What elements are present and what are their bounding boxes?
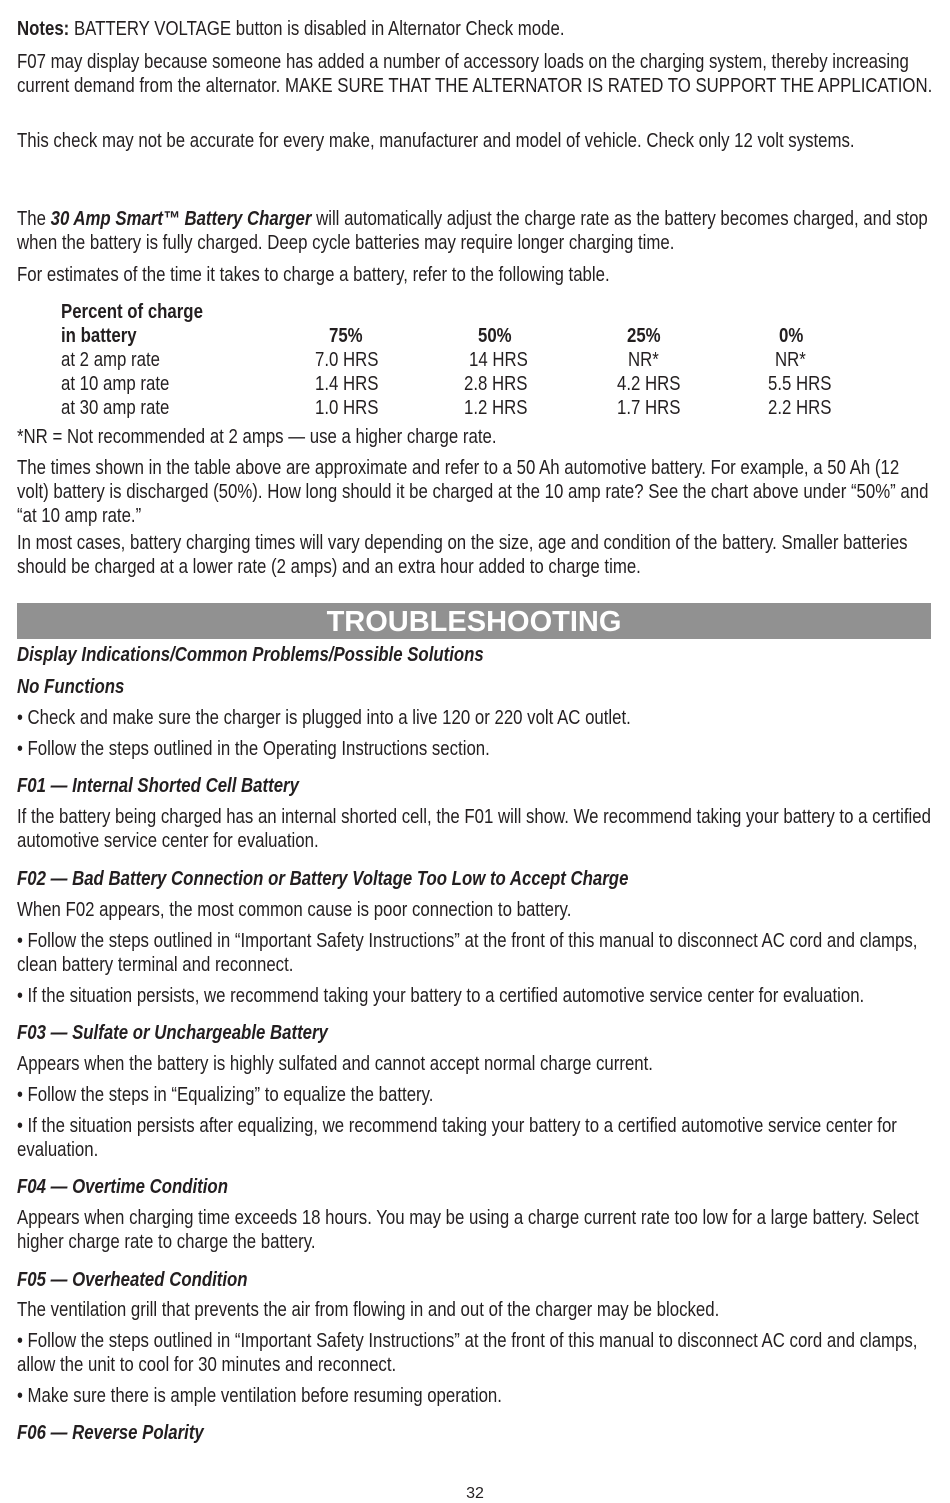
f04-text: Appears when charging time exceeds 18 hours. You may be using a charge current rate too low for a large battery. Select higher charge rate to charge the battery. (17, 1207, 919, 1253)
notes-check-paragraph: This check may not be accurate for every make, manufacturer and model of vehicle. Check only 12 volt systems. (17, 130, 855, 152)
table-intro-paragraph: For estimates of the time it takes to charge a battery, refer to the following table. (17, 264, 610, 286)
list-item: • If the situation persists, we recommend taking your battery to a certified automotive service center for evaluation. (17, 985, 865, 1007)
f01-text: If the battery being charged has an internal shorted cell, the F01 will show. We recommend taking your battery to a certified automotive service center for evaluation. (17, 806, 931, 852)
column-header: 25% (627, 325, 661, 347)
list-item: • Follow the steps outlined in the Operating Instructions section. (17, 738, 490, 760)
page-number: 32 (466, 1485, 484, 1502)
notes-label: Notes: (17, 18, 70, 40)
no-functions-heading: No Functions (17, 676, 125, 698)
table-cell: 2.2 HRS (768, 397, 832, 419)
f05-heading: F05 — Overheated Condition (17, 1269, 248, 1291)
list-item: • If the situation persists after equalizing, we recommend taking your battery to a certified automotive service center for evaluation. (17, 1115, 897, 1161)
f02-text: When F02 appears, the most common cause is poor connection to battery. (17, 899, 572, 921)
table-header-label-1: Percent of charge (61, 301, 203, 323)
table-cell: NR* (628, 349, 659, 371)
f04-heading: F04 — Overtime Condition (17, 1176, 228, 1198)
product-name: 30 Amp Smart™ Battery Charger (50, 208, 312, 230)
table-cell: 1.7 HRS (617, 397, 681, 419)
charging-times-paragraph: In most cases, battery charging times will vary depending on the size, age and condition of the battery. Smaller batteries should be charged at a lower rate (2 amps) and an extra hour added to charge time. (17, 532, 908, 578)
table-cell: 1.4 HRS (315, 373, 379, 395)
table-cell: 2.8 HRS (464, 373, 528, 395)
times-explanation-paragraph: The times shown in the table above are approximate and refer to a 50 Ah automotive battery. For example, a 50 Ah (12 volt) battery is discharged (50%). How long should it be charged at the 10 amp rate? See the chart above under “50%” and “at 10 amp rate.” (17, 457, 929, 527)
f03-heading: F03 — Sulfate or Unchargeable Battery (17, 1022, 328, 1044)
charger-intro-paragraph: The 30 Amp Smart™ Battery Charger will automatically adjust the charge rate as the battery becomes charged, and stop when the battery is fully charged. Deep cycle batteries may require longer charging time. (17, 208, 928, 254)
table-cell: 5.5 HRS (768, 373, 832, 395)
row-label: at 30 amp rate (61, 397, 170, 419)
table-cell: NR* (775, 349, 806, 371)
notes-line (17, 17, 933, 41)
table-cell: 7.0 HRS (315, 349, 379, 371)
list-item: • Check and make sure the charger is plugged into a live 120 or 220 volt AC outlet. (17, 707, 631, 729)
list-item: • Follow the steps outlined in “Important Safety Instructions” at the front of this manual to disconnect AC cord and clamps, allow the unit to cool for 30 minutes and reconnect. (17, 1330, 918, 1376)
table-cell: 4.2 HRS (617, 373, 681, 395)
row-label: at 2 amp rate (61, 349, 160, 371)
row-label: at 10 amp rate (61, 373, 170, 395)
troubleshooting-title-bar (17, 603, 931, 639)
troubleshooting-subtitle: Display Indications/Common Problems/Possible Solutions (17, 644, 484, 666)
list-item: • Make sure there is ample ventilation before resuming operation. (17, 1385, 502, 1407)
list-item: • Follow the steps in “Equalizing” to equalize the battery. (17, 1084, 434, 1106)
table-footnote: *NR = Not recommended at 2 amps — use a higher charge rate. (17, 426, 497, 448)
notes-f07-paragraph: F07 may display because someone has added a number of accessory loads on the charging system, thereby increasing current demand from the alternator. MAKE SURE THAT THE ALTERNATOR IS RATED TO SUPPORT THE APPLICATION. (17, 51, 933, 97)
list-item: • Follow the steps outlined in “Important Safety Instructions” at the front of this manual to disconnect AC cord and clamps, clean battery terminal and reconnect. (17, 930, 918, 976)
table-cell: 1.2 HRS (464, 397, 528, 419)
column-header: 0% (779, 325, 804, 347)
column-header: 75% (329, 325, 363, 347)
f02-heading: F02 — Bad Battery Connection or Battery Voltage Too Low to Accept Charge (17, 868, 629, 890)
f01-heading: F01 — Internal Shorted Cell Battery (17, 775, 299, 797)
table-cell: 14 HRS (469, 349, 528, 371)
f03-text: Appears when the battery is highly sulfated and cannot accept normal charge current. (17, 1053, 653, 1075)
f06-heading: F06 — Reverse Polarity (17, 1422, 204, 1444)
f05-text: The ventilation grill that prevents the air from flowing in and out of the charger may be blocked. (17, 1299, 720, 1321)
column-header: 50% (478, 325, 512, 347)
notes-text: BATTERY VOLTAGE button is disabled in Alternator Check mode. (69, 18, 565, 40)
troubleshooting-title: TROUBLESHOOTING (326, 606, 622, 638)
table-cell: 1.0 HRS (315, 397, 379, 419)
table-header-label-2: in battery (61, 325, 137, 347)
